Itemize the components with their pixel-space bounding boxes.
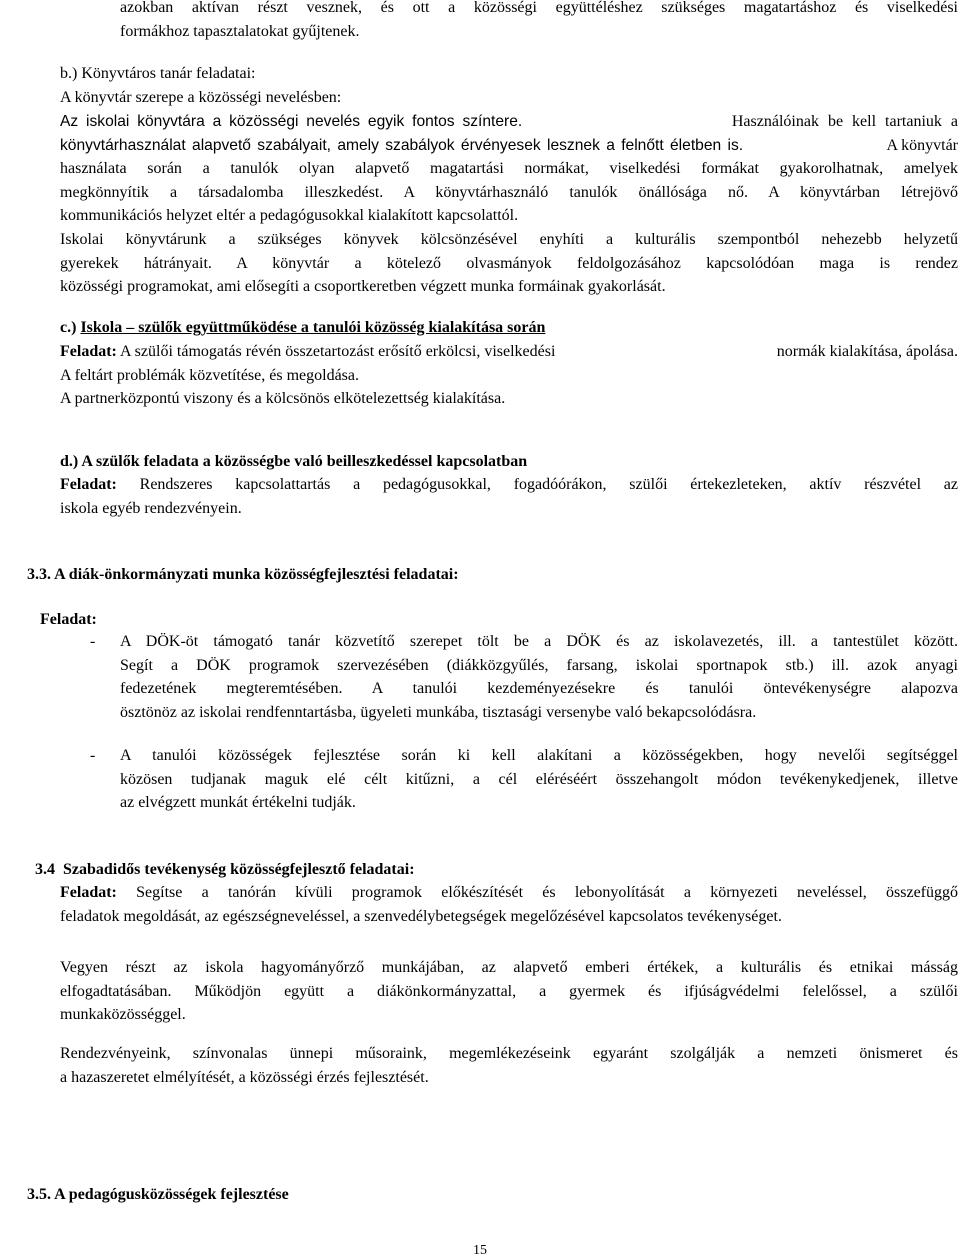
section-b-subheading: A könyvtár szerepe a közösségi nevelésben: [60,89,342,106]
text-line: Az iskolai könyvtára a közösségi nevelés egyik fontos színtere. Használóinak be kell tartaniuk a [60,113,958,130]
text-line: Vegyen részt az iskola hagyományőrző munkájában, az alapvető emberi értékek, a kulturális és etnikai másság [60,959,958,976]
section-c-heading: c.) Iskola – szülők együttműködése a tanulói közösség kialakítása során [60,319,546,336]
text-line: könyvtárhasználat alapvető szabályait, amely szabályok érvényesek lesznek a felnőtt életben is. A könyvtár [60,136,958,154]
text-line: A DÖK-öt támogató tanár közvetítő szerepet tölt be a DÖK és az iskolavezetés, ill. a tantestület között. [120,633,958,650]
text-line: a hazaszeretet elmélyítését, a közösségi érzés fejlesztését. [60,1068,429,1086]
text-line: megkönnyítik a társadalomba illeszkedést. A könyvtárhasználó tanulók önállósága nő. A könyvtárban létrejövő [60,183,958,201]
section-3-4-heading [27,834,415,881]
text-line: A tanulói közösségek fejlesztése során ki kell alakítani a közösségekben, hogy nevelői segítséggel [120,747,958,764]
section-3-5-title: 3.5. A pedagógusközösségek fejlesztése [27,1186,289,1203]
section-c-title: Iskola – szülők együttműködése a tanulói közösség kialakítása során [80,319,546,336]
section-3-3-title: 3.3. A diák-önkormányzati munka közösségfejlesztési feladatai: [27,566,459,583]
text-line: elfogadtatásában. Működjön együtt a diákönkormányzattal, a gyermek és ifjúságvédelmi felelőssel, a szülői [60,982,958,1000]
text-line: fedezetének megteremtésében. A tanulói kezdeményezésekre és tanulói öntevékenységre alapozva [120,680,958,698]
bullet-dash: - [90,633,96,650]
feladat-label: Feladat: [60,884,117,901]
text-line: közösen tudjanak maguk elé célt kitűzni, a cél eléréséért összehangolt módon tevékenykedjenek, illetve [120,770,958,788]
section-d-body [60,473,958,520]
bullet-dash: - [90,747,96,764]
bullet-item [120,744,958,815]
text-line: munkaközösséggel. [60,1006,186,1024]
section-c-body [60,340,958,411]
section-b-title: b.) Könyvtáros tanár feladatai: [60,65,256,82]
text-line: ösztönöz az iskolai rendfenntartásba, ügyeleti munkába, tisztasági versenybe való bekapcsolódásra. [120,703,757,721]
text-line: Iskolai könyvtárunk a szükséges könyvek kölcsönzésével enyhíti a kulturális szempontból nehezebb helyzetű [60,230,958,248]
text-line: Rendezvényeink, színvonalas ünnepi műsoraink, megemlékezéseink egyaránt szolgálják a nemzeti önismeret és [60,1045,958,1062]
section-3-4-title: 3.4 Szabadidős tevékenység közösségfejlesztő feladatai: [35,860,415,878]
section-b-body [60,110,958,299]
text-line: feladatok megoldását, az egészségneveléssel, a szenvedélybetegségek megelőzésével kapcsolatos tevékenységet. [60,907,782,925]
bullet-item [120,630,958,724]
section-d-title: d.) A szülők feladata a közösségbe való beilleszkedéssel kapcsolatban [60,453,528,470]
text-line: gyerekek hátrányait. A könyvtár a kötelező olvasmányok feldolgozásához kapcsolódóan maga is rendez [60,254,958,272]
feladat-label: Feladat: [40,611,97,628]
text-line: A partnerközpontú viszony és a kölcsönös elkötelezettség kialakítása. [60,390,506,408]
text-line: használata során a tanulók olyan alapvető magatartási normákat, viselkedési formákat gyakorolhatnak, amelyek [60,160,958,178]
paragraph [60,956,958,1027]
text-line: az elvégzett munkát értékelni tudják. [120,794,356,812]
section-3-3-heading [27,563,459,587]
page-number: 15 [473,1243,487,1258]
text-line: A feltárt problémák közvetítése, és megoldása. [60,366,360,384]
text-line: Segít a DÖK programok szervezésében (diákközgyűlés, farsang, iskolai sportnapok stb.) ill. azok anyagi [120,656,958,674]
text-line: formákhoz tapasztalatokat gyűjtenek. [120,22,360,40]
section-d-heading [60,450,527,474]
text-line: Feladat: A szülői támogatás révén összetartozást erősítő erkölcsi, viselkedési normák kialakítása, ápolása. [60,343,958,360]
feladat-label: Feladat: [60,343,117,360]
intro-paragraph [120,0,958,43]
feladat-label: Feladat: [60,476,117,493]
section-3-5-heading [27,1183,289,1207]
text-line: kommunikációs helyzet eltér a pedagógusokkal kialakított kapcsolattól. [60,207,519,225]
paragraph [60,1042,958,1089]
text-line: azokban aktívan részt vesznek, és ott a közösségi együttéléshez szükséges magatartáshoz és viselkedési [120,0,958,16]
paragraph [60,881,958,928]
text-line: Feladat: Segítse a tanórán kívüli programok előkészítését és lebonyolítását a környezeti neveléssel, összefüggő [60,884,958,901]
text-line: közösségi programokat, ami elősegíti a csoportkeretben végzett munka formáinak gyakorlását. [60,278,666,296]
section-b-heading [60,62,255,86]
text-line: iskola egyéb rendezvényein. [60,499,242,517]
text-line: Feladat: Rendszeres kapcsolattartás a pedagógusokkal, fogadóórákon, szülői értekezleteken, aktív részvétel az [60,476,958,493]
